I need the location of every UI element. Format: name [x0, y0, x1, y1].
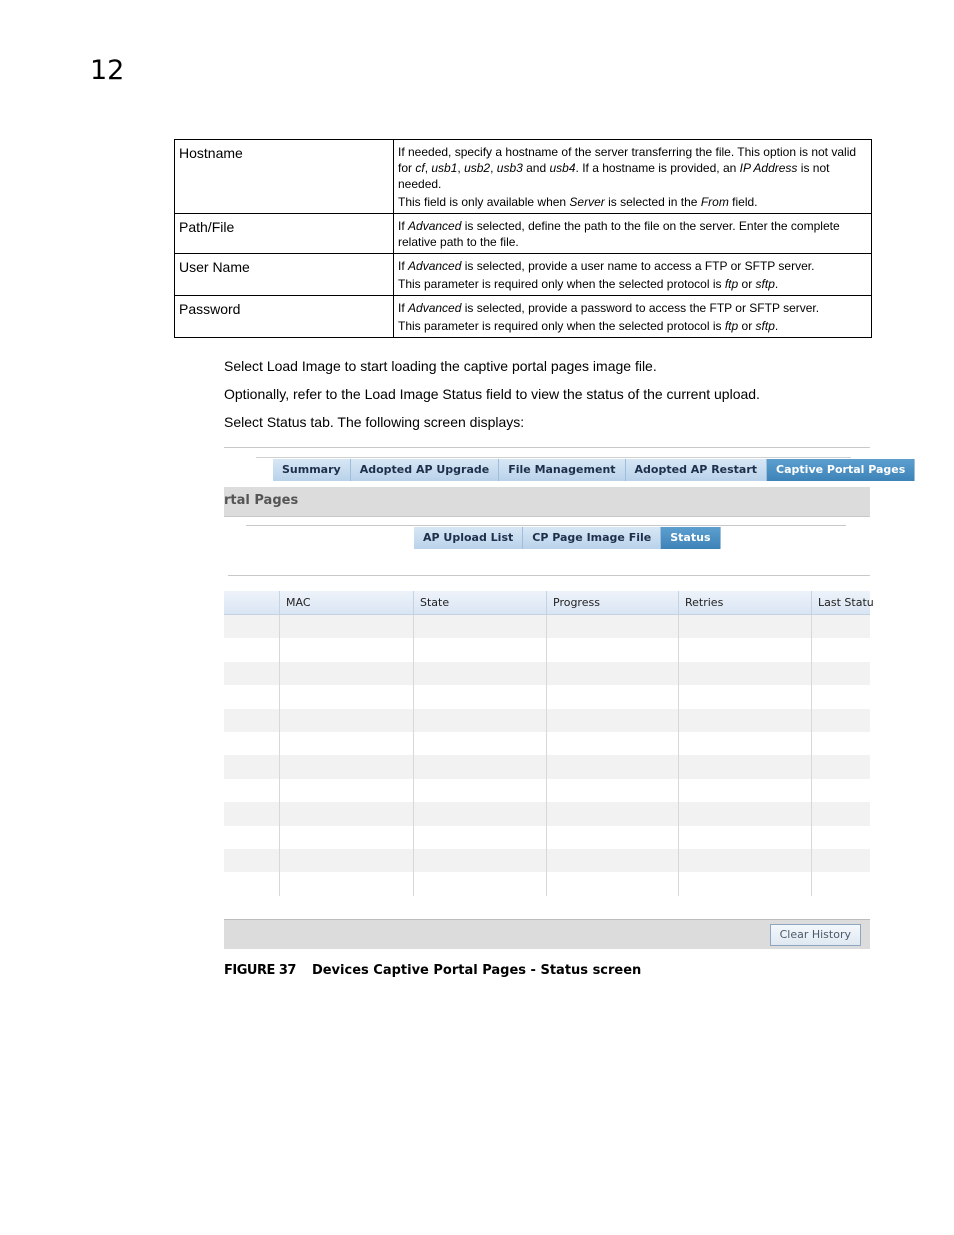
grid-cell [280, 779, 414, 802]
chapter-number: 12 [90, 55, 125, 86]
grid-row [224, 709, 870, 732]
grid-cell [547, 732, 679, 755]
grid-cell [414, 732, 547, 755]
grid-cell [547, 755, 679, 778]
param-description: If Advanced is selected, provide a password to access the FTP or SFTP server. This parameter is required only when the selected protocol is ftp or sftp. [394, 296, 872, 338]
grid-cell [679, 615, 812, 638]
grid-cell [679, 802, 812, 825]
grid-row [224, 779, 870, 802]
tab-file-management[interactable]: File Management [499, 459, 625, 481]
section-title: rtal Pages [224, 493, 299, 508]
grid-row [224, 732, 870, 755]
clear-history-button[interactable]: Clear History [770, 924, 861, 946]
parameters-table [174, 139, 872, 338]
grid-column-header[interactable]: Last Statu [818, 596, 874, 609]
tab-captive-portal-pages[interactable]: Captive Portal Pages [767, 459, 915, 481]
grid-cell [812, 662, 870, 685]
grid-cell [414, 755, 547, 778]
grid-cell [224, 826, 280, 849]
grid-cell [280, 615, 414, 638]
grid-cell [547, 662, 679, 685]
grid-cell [414, 685, 547, 708]
grid-cell [547, 849, 679, 872]
grid-cell [280, 732, 414, 755]
grid-cell [224, 709, 280, 732]
grid-row [224, 849, 870, 872]
grid-cell [812, 802, 870, 825]
load-image-status-term: Load Image Status [364, 386, 483, 402]
grid-cell [414, 872, 547, 895]
grid-cell [414, 615, 547, 638]
grid-row [224, 755, 870, 778]
grid-cell [547, 638, 679, 661]
status-term: Status [266, 414, 307, 430]
grid-column-header[interactable]: State [414, 591, 547, 614]
grid-cell [280, 872, 414, 895]
tab-adopted-ap-restart[interactable]: Adopted AP Restart [626, 459, 768, 481]
grid-column-header[interactable]: MAC [280, 591, 414, 614]
grid-row [224, 872, 870, 895]
grid-cell [280, 802, 414, 825]
grid-cell [547, 615, 679, 638]
step-load-image-status: Optionally, refer to the Load Image Status field to view the status of the current upload. [224, 386, 760, 402]
param-name: Password [175, 296, 394, 338]
grid-cell [414, 779, 547, 802]
status-screen-figure [224, 447, 906, 948]
param-description: If needed, specify a hostname of the server transferring the file. This option is not valid for cf, usb1, usb2, usb3 and usb4. If a hostname is provided, an IP Address is not needed. This field is only available when Server is selected in the From field. [394, 140, 872, 214]
grid-row [224, 802, 870, 825]
grid-cell [414, 638, 547, 661]
grid-cell [547, 802, 679, 825]
grid-cell [812, 779, 870, 802]
grid-cell [547, 685, 679, 708]
figure-label: FIGURE 37 [224, 963, 296, 978]
grid-cell [812, 685, 870, 708]
grid-row [224, 826, 870, 849]
grid-top-divider [228, 575, 870, 576]
grid-column-header[interactable]: Retries [679, 591, 812, 614]
grid-cell [812, 872, 870, 895]
step-status-tab: Select Status tab. The following screen displays: [224, 414, 525, 430]
grid-cell [224, 755, 280, 778]
grid-row [224, 615, 870, 638]
status-grid [224, 591, 874, 896]
grid-cell [224, 779, 280, 802]
grid-cell [547, 872, 679, 895]
grid-cell [280, 826, 414, 849]
step-load-image: Select Load Image to start loading the captive portal pages image file. [224, 358, 657, 374]
grid-cell [679, 779, 812, 802]
param-row [175, 254, 872, 296]
param-description: If Advanced is selected, define the path to the file on the server. Enter the complete relative path to the file. [394, 214, 872, 254]
grid-cell [679, 755, 812, 778]
grid-cell [224, 872, 280, 895]
grid-cell [679, 872, 812, 895]
figure-caption [224, 961, 641, 978]
grid-cell [224, 802, 280, 825]
grid-cell [414, 802, 547, 825]
grid-cell [280, 662, 414, 685]
grid-cell [280, 685, 414, 708]
sub-tab-divider [246, 525, 846, 526]
grid-cell [280, 755, 414, 778]
param-name: User Name [175, 254, 394, 296]
main-tabs [273, 459, 915, 481]
grid-cell [812, 732, 870, 755]
grid-cell [679, 662, 812, 685]
grid-cell [812, 709, 870, 732]
grid-cell [679, 685, 812, 708]
grid-cell [224, 849, 280, 872]
grid-cell [224, 615, 280, 638]
grid-cell [547, 779, 679, 802]
figure-title: Devices Captive Portal Pages - Status screen [311, 963, 642, 978]
subtab-ap-upload-list[interactable]: AP Upload List [414, 527, 523, 549]
grid-header [224, 591, 874, 615]
grid-cell [812, 826, 870, 849]
param-description: If Advanced is selected, provide a user name to access a FTP or SFTP server. This parameter is required only when the selected protocol is ftp or sftp. [394, 254, 872, 296]
grid-cell [679, 826, 812, 849]
grid-cell [414, 662, 547, 685]
sub-tabs [414, 527, 721, 549]
grid-cell [679, 709, 812, 732]
grid-column-header[interactable] [224, 591, 280, 614]
grid-column-header[interactable]: Progress [547, 591, 679, 614]
grid-row [224, 685, 870, 708]
grid-cell [812, 755, 870, 778]
grid-cell [280, 638, 414, 661]
grid-cell [812, 849, 870, 872]
param-row [175, 296, 872, 338]
grid-cell [224, 685, 280, 708]
grid-footer [224, 919, 870, 949]
section-header [224, 487, 870, 517]
subtab-status[interactable]: Status [661, 527, 720, 549]
grid-cell [224, 662, 280, 685]
grid-cell [812, 615, 870, 638]
grid-body [224, 615, 870, 896]
grid-cell [679, 849, 812, 872]
param-row [175, 214, 872, 254]
tab-summary[interactable]: Summary [273, 459, 351, 481]
grid-cell [679, 638, 812, 661]
grid-cell [414, 826, 547, 849]
param-name: Hostname [175, 140, 394, 214]
grid-cell [547, 826, 679, 849]
grid-cell [812, 638, 870, 661]
grid-cell [414, 709, 547, 732]
grid-cell [224, 732, 280, 755]
grid-cell [679, 732, 812, 755]
grid-cell [280, 849, 414, 872]
figure-top-divider [224, 447, 870, 448]
grid-cell [224, 638, 280, 661]
grid-cell [547, 709, 679, 732]
grid-row [224, 662, 870, 685]
grid-cell [414, 849, 547, 872]
grid-cell [280, 709, 414, 732]
tab-adopted-ap-upgrade[interactable]: Adopted AP Upgrade [351, 459, 500, 481]
subtab-cp-page-image-file[interactable]: CP Page Image File [523, 527, 661, 549]
param-row [175, 140, 872, 214]
load-image-term: Load Image [266, 358, 341, 374]
param-name: Path/File [175, 214, 394, 254]
grid-row [224, 638, 870, 661]
